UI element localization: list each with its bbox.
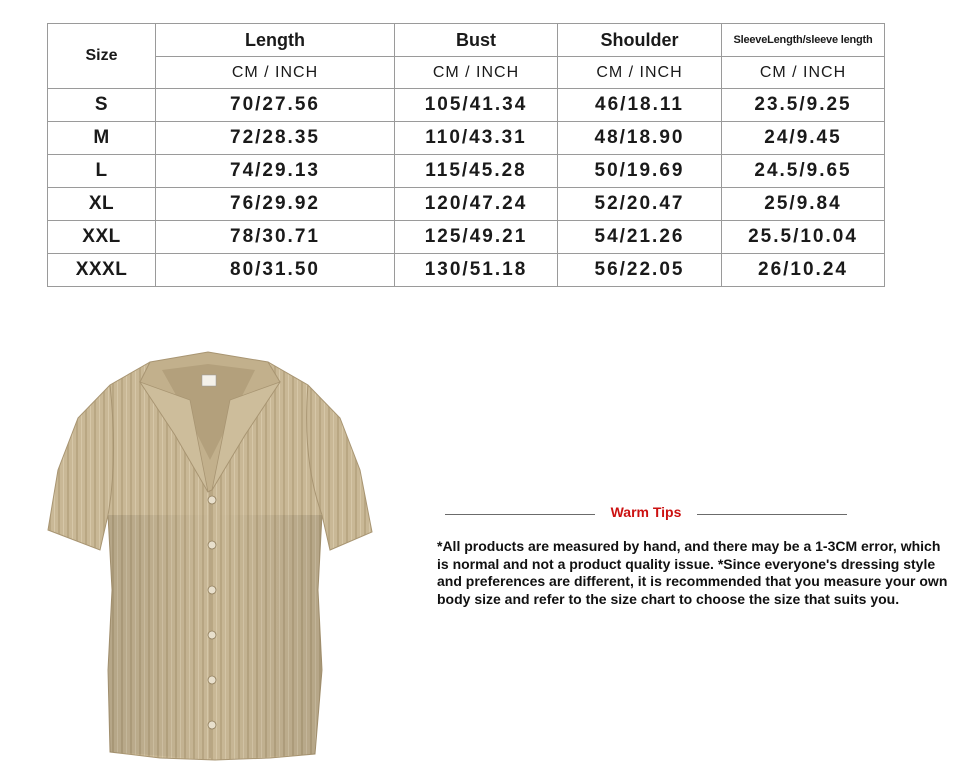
warm-tips-header <box>445 500 847 526</box>
table-row <box>48 155 885 188</box>
table-header-row <box>48 24 885 57</box>
length-cell: 78/30.71 <box>156 221 395 254</box>
length-cell: 80/31.50 <box>156 254 395 287</box>
sleeve-length-unit: CM / INCH <box>722 57 885 89</box>
length-header: Length <box>156 24 395 57</box>
sleeve-cell: 25/9.84 <box>722 188 885 221</box>
table-row <box>48 89 885 122</box>
shoulder-cell: 52/20.47 <box>558 188 722 221</box>
shoulder-cell: 56/22.05 <box>558 254 722 287</box>
bust-cell: 105/41.34 <box>395 89 558 122</box>
length-cell: 70/27.56 <box>156 89 395 122</box>
bust-cell: 125/49.21 <box>395 221 558 254</box>
bust-header: Bust <box>395 24 558 57</box>
shoulder-unit: CM / INCH <box>558 57 722 89</box>
size-cell: M <box>48 122 156 155</box>
shoulder-cell: 50/19.69 <box>558 155 722 188</box>
sleeve-cell: 23.5/9.25 <box>722 89 885 122</box>
bust-unit: CM / INCH <box>395 57 558 89</box>
shoulder-cell: 46/18.11 <box>558 89 722 122</box>
size-cell: S <box>48 89 156 122</box>
table-unit-row <box>48 57 885 89</box>
table-row <box>48 188 885 221</box>
bust-cell: 115/45.28 <box>395 155 558 188</box>
size-cell: XXXL <box>48 254 156 287</box>
length-cell: 74/29.13 <box>156 155 395 188</box>
sleeve-length-header: SleeveLength/sleeve length <box>722 24 885 57</box>
table-row <box>48 254 885 287</box>
size-cell: L <box>48 155 156 188</box>
warm-tips-title: Warm Tips <box>610 504 682 520</box>
size-cell: XXL <box>48 221 156 254</box>
bust-cell: 110/43.31 <box>395 122 558 155</box>
shirt-illustration <box>40 340 380 770</box>
size-header: Size <box>48 24 156 89</box>
size-cell: XL <box>48 188 156 221</box>
shoulder-cell: 54/21.26 <box>558 221 722 254</box>
sleeve-cell: 24.5/9.65 <box>722 155 885 188</box>
length-cell: 76/29.92 <box>156 188 395 221</box>
shoulder-cell: 48/18.90 <box>558 122 722 155</box>
bust-cell: 120/47.24 <box>395 188 558 221</box>
length-cell: 72/28.35 <box>156 122 395 155</box>
sleeve-cell: 24/9.45 <box>722 122 885 155</box>
sleeve-cell: 25.5/10.04 <box>722 221 885 254</box>
length-unit: CM / INCH <box>156 57 395 89</box>
size-chart-table <box>47 23 885 287</box>
product-image <box>40 340 380 770</box>
bust-cell: 130/51.18 <box>395 254 558 287</box>
table-row <box>48 221 885 254</box>
shoulder-header: Shoulder <box>558 24 722 57</box>
sleeve-cell: 26/10.24 <box>722 254 885 287</box>
divider-right <box>697 514 847 515</box>
table-row <box>48 122 885 155</box>
warm-tips-text: *All products are measured by hand, and there may be a 1-3CM error, which is normal and not a product quality issue. *Since everyone's dressing style and preferences are different, it is recommended that you measure your own body size and refer to the size chart to choose the size that suits you. <box>437 538 948 607</box>
